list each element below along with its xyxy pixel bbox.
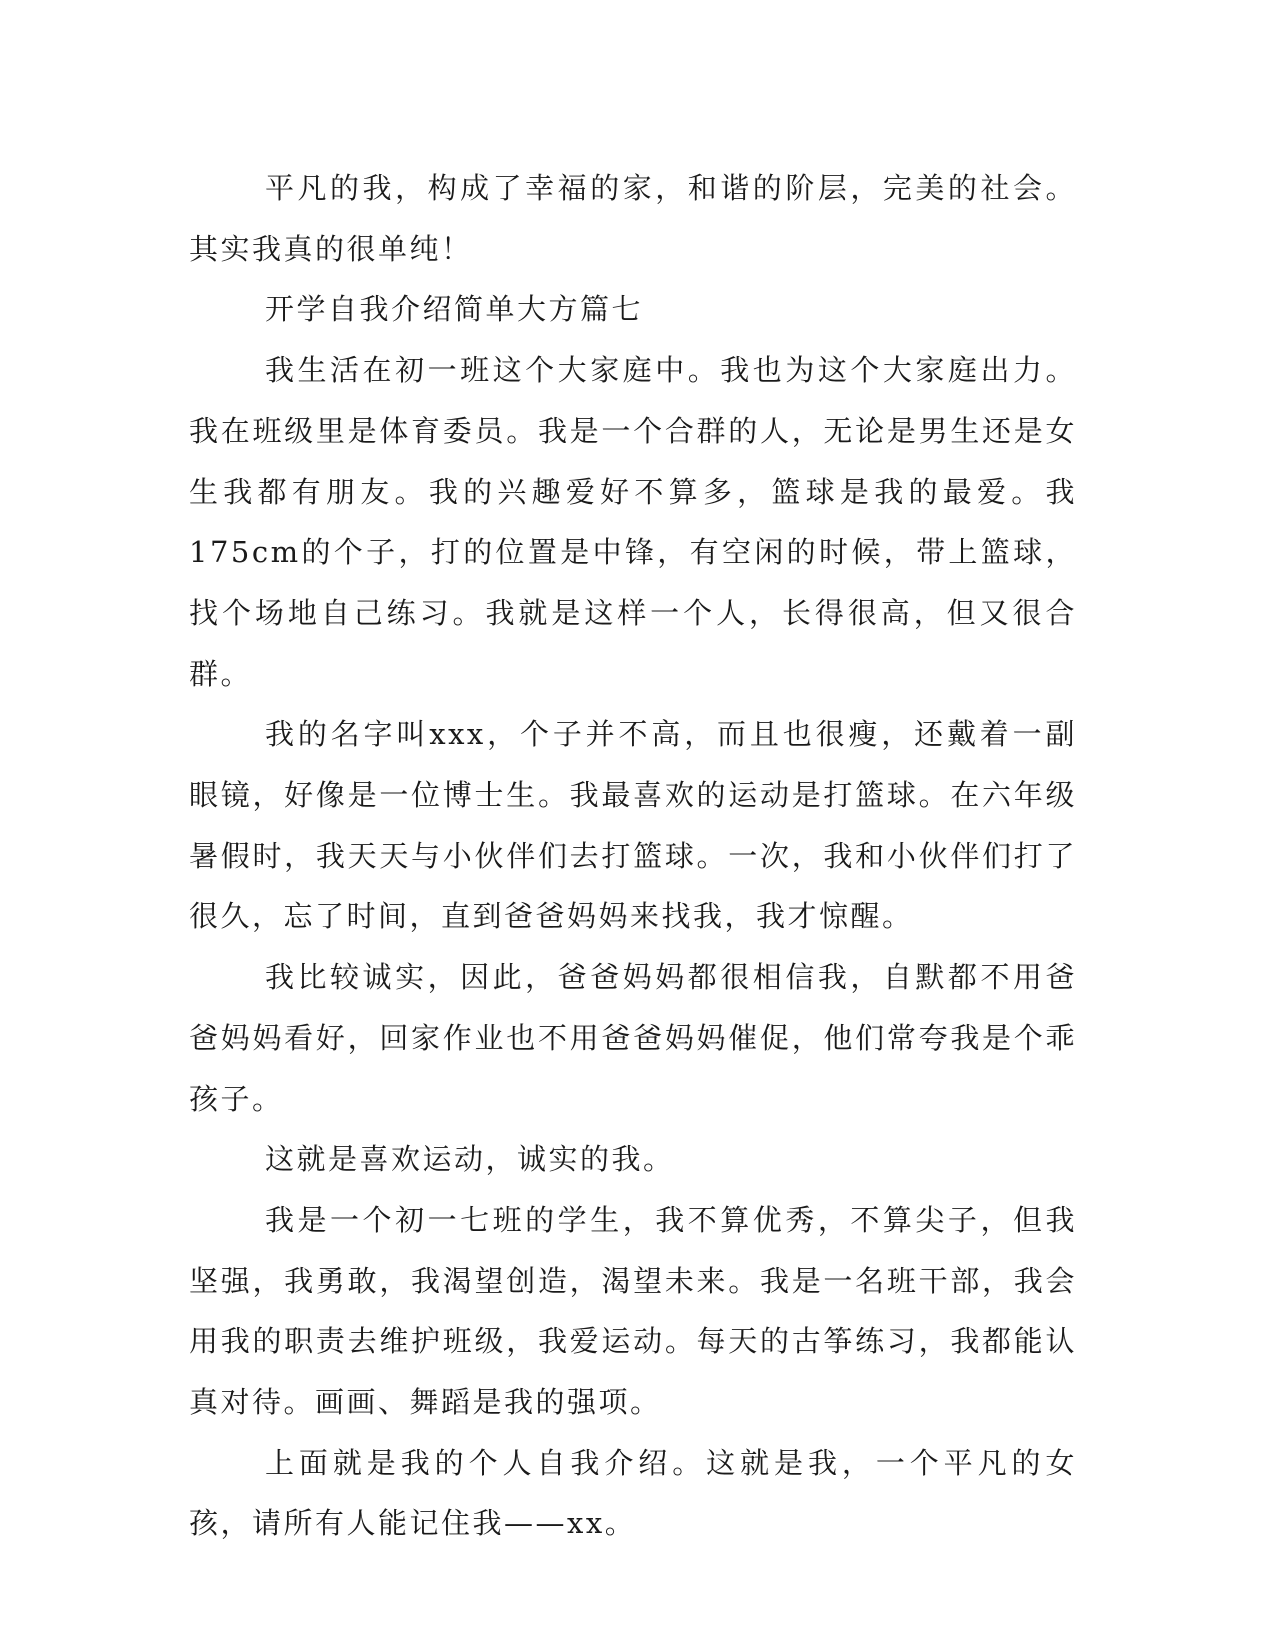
paragraph-4: 我比较诚实，因此，爸爸妈妈都很相信我，自默都不用爸爸妈妈看好，回家作业也不用爸爸妈妈催促，他们常夸我是个乖孩子。	[189, 960, 1077, 1116]
paragraph-3: 我的名字叫xxx，个子并不高，而且也很瘦，还戴着一副眼镜，好像是一位博士生。我最喜欢的运动是打篮球。在六年级暑假时，我天天与小伙伴们去打篮球。一次，我和小伙伴们打了很久，忘了时间，直到爸爸妈妈来找我，我才惊醒。	[189, 717, 1077, 934]
paragraph-1: 平凡的我，构成了幸福的家，和谐的阶层，完美的社会。其实我真的很单纯！	[189, 171, 1077, 266]
document-body	[189, 158, 1077, 1554]
paragraph-6: 我是一个初一七班的学生，我不算优秀，不算尖子，但我坚强，我勇敢，我渴望创造，渴望未来。我是一名班干部，我会用我的职责去维护班级，我爱运动。每天的古筝练习，我都能认真对待。画画、舞蹈是我的强项。	[189, 1202, 1077, 1420]
section-heading: 开学自我介绍简单大方篇七	[265, 292, 644, 327]
paragraph-2: 我生活在初一班这个大家庭中。我也为这个大家庭出力。我在班级里是体育委员。我是一个合群的人，无论是男生还是女生我都有朋友。我的兴趣爱好不算多，篮球是我的最爱。我175cm的个子，打的位置是中锋，有空闲的时候，带上篮球，找个场地自己练习。我就是这样一个人，长得很高，但又很合群。	[189, 353, 1077, 691]
paragraph-5: 这就是喜欢运动，诚实的我。	[265, 1142, 675, 1177]
paragraph-7: 上面就是我的个人自我介绍。这就是我，一个平凡的女孩，请所有人能记住我——xx。	[189, 1445, 1077, 1541]
